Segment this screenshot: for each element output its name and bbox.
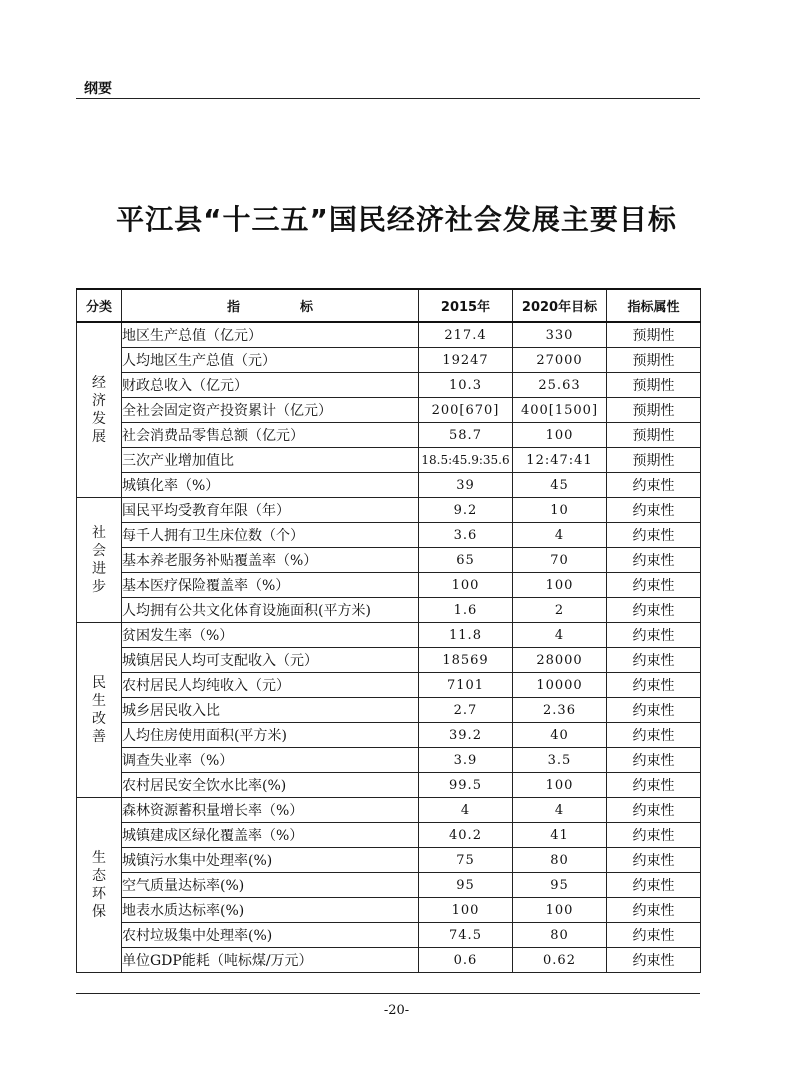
value-2015-cell: 200[670] [419,398,513,423]
indicator-cell: 人均地区生产总值（元） [122,348,419,373]
header-2020-target: 2020年目标 [513,289,607,322]
value-2020-cell: 400[1500] [513,398,607,423]
category-cell [77,623,122,798]
table-row [77,798,701,823]
value-2020-cell: 10 [513,498,607,523]
value-2015-cell: 65 [419,548,513,573]
value-2020-cell: 70 [513,548,607,573]
value-2015-cell: 95 [419,873,513,898]
table-row [77,348,701,373]
value-2020-cell: 2.36 [513,698,607,723]
table-row [77,573,701,598]
value-2015-cell: 11.8 [419,623,513,648]
value-2020-cell: 40 [513,723,607,748]
attribute-cell: 约束性 [607,848,701,873]
value-2015-cell: 18569 [419,648,513,673]
footer-rule [76,993,700,994]
header-indicator-label: 指标 [226,300,373,315]
indicator-cell: 城乡居民收入比 [122,698,419,723]
value-2015-cell: 18.5:45.9:35.6 [419,448,513,473]
document-title: 平江县“十三五”国民经济社会发展主要目标 [116,203,677,236]
value-2020-cell: 27000 [513,348,607,373]
value-2020-cell: 100 [513,423,607,448]
attribute-cell: 约束性 [607,573,701,598]
attribute-cell: 约束性 [607,523,701,548]
indicator-cell: 农村居民安全饮水比率(%) [122,773,419,798]
value-2015-cell: 0.6 [419,948,513,973]
category-label: 经济发展 [92,375,106,445]
attribute-cell: 约束性 [607,723,701,748]
indicator-cell: 调查失业率（%） [122,748,419,773]
value-2015-cell: 1.6 [419,598,513,623]
attribute-cell: 约束性 [607,623,701,648]
value-2020-cell: 12:47:41 [513,448,607,473]
page-number: -20- [383,1003,410,1018]
indicator-cell: 每千人拥有卫生床位数（个） [122,523,419,548]
indicator-cell: 国民平均受教育年限（年） [122,498,419,523]
attribute-cell: 预期性 [607,398,701,423]
category-cell [77,798,122,973]
table-row [77,598,701,623]
table-header [77,289,701,322]
header-2015: 2015年 [419,289,513,322]
table-row [77,948,701,973]
value-2015-cell: 19247 [419,348,513,373]
category-cell [77,498,122,623]
value-2015-cell: 4 [419,798,513,823]
value-2020-cell: 41 [513,823,607,848]
category-label: 民生改善 [92,675,106,745]
table-row [77,873,701,898]
attribute-cell: 约束性 [607,473,701,498]
category-cell [77,322,122,498]
attribute-cell: 约束性 [607,698,701,723]
table-row [77,823,701,848]
category-label: 生态环保 [92,850,106,920]
attribute-cell: 预期性 [607,448,701,473]
value-2020-cell: 10000 [513,673,607,698]
table-row [77,523,701,548]
indicator-cell: 地表水质达标率(%) [122,898,419,923]
value-2020-cell: 80 [513,923,607,948]
value-2015-cell: 100 [419,898,513,923]
value-2015-cell: 39.2 [419,723,513,748]
attribute-cell: 约束性 [607,923,701,948]
table-row [77,322,701,348]
attribute-cell: 约束性 [607,898,701,923]
table-row [77,548,701,573]
indicator-cell: 森林资源蓄积量增长率（%） [122,798,419,823]
indicator-cell: 城镇化率（%） [122,473,419,498]
value-2020-cell: 0.62 [513,948,607,973]
value-2015-cell: 100 [419,573,513,598]
attribute-cell: 预期性 [607,348,701,373]
value-2020-cell: 3.5 [513,748,607,773]
indicator-cell: 城镇居民人均可支配收入（元） [122,648,419,673]
value-2020-cell: 100 [513,898,607,923]
attribute-cell: 约束性 [607,773,701,798]
value-2020-cell: 80 [513,848,607,873]
attribute-cell: 预期性 [607,322,701,348]
header-category: 分类 [77,289,122,322]
indicator-cell: 城镇建成区绿化覆盖率（%） [122,823,419,848]
table-row [77,398,701,423]
value-2015-cell: 99.5 [419,773,513,798]
value-2020-cell: 4 [513,798,607,823]
table-row [77,648,701,673]
table-row [77,773,701,798]
table-row [77,423,701,448]
table-row [77,673,701,698]
value-2020-cell: 4 [513,523,607,548]
value-2015-cell: 2.7 [419,698,513,723]
attribute-cell: 约束性 [607,798,701,823]
value-2020-cell: 100 [513,773,607,798]
table-row [77,723,701,748]
indicator-cell: 农村居民人均纯收入（元） [122,673,419,698]
value-2020-cell: 25.63 [513,373,607,398]
table-row [77,848,701,873]
value-2020-cell: 2 [513,598,607,623]
targets-table [76,288,701,973]
attribute-cell: 约束性 [607,948,701,973]
indicator-cell: 人均住房使用面积(平方米) [122,723,419,748]
value-2015-cell: 9.2 [419,498,513,523]
value-2015-cell: 40.2 [419,823,513,848]
value-2015-cell: 74.5 [419,923,513,948]
table-header-row [77,289,701,322]
attribute-cell: 约束性 [607,823,701,848]
table-row [77,498,701,523]
indicator-cell: 三次产业增加值比 [122,448,419,473]
indicator-cell: 财政总收入（亿元） [122,373,419,398]
table-body [77,322,701,973]
indicator-cell: 基本医疗保险覆盖率（%） [122,573,419,598]
attribute-cell: 约束性 [607,598,701,623]
attribute-cell: 预期性 [607,423,701,448]
value-2015-cell: 58.7 [419,423,513,448]
table-row [77,898,701,923]
indicator-cell: 空气质量达标率(%) [122,873,419,898]
value-2015-cell: 3.6 [419,523,513,548]
value-2015-cell: 217.4 [419,322,513,348]
value-2015-cell: 7101 [419,673,513,698]
indicator-cell: 社会消费品零售总额（亿元） [122,423,419,448]
attribute-cell: 约束性 [607,748,701,773]
attribute-cell: 约束性 [607,548,701,573]
value-2015-cell: 75 [419,848,513,873]
table-row [77,623,701,648]
header-rule [76,98,700,99]
value-2020-cell: 330 [513,322,607,348]
attribute-cell: 预期性 [607,373,701,398]
indicator-cell: 全社会固定资产投资累计（亿元） [122,398,419,423]
attribute-cell: 约束性 [607,648,701,673]
value-2015-cell: 3.9 [419,748,513,773]
indicator-cell: 人均拥有公共文化体育设施面积(平方米) [122,598,419,623]
table-row [77,373,701,398]
category-label: 社会进步 [92,525,106,595]
indicator-cell: 地区生产总值（亿元） [122,322,419,348]
table-row [77,698,701,723]
attribute-cell: 约束性 [607,873,701,898]
attribute-cell: 约束性 [607,498,701,523]
header-attribute: 指标属性 [607,289,701,322]
attribute-cell: 约束性 [607,673,701,698]
value-2020-cell: 4 [513,623,607,648]
indicator-cell: 贫困发生率（%） [122,623,419,648]
running-header-label: 纲要 [84,81,112,97]
indicator-cell: 农村垃圾集中处理率(%) [122,923,419,948]
indicator-cell: 基本养老服务补贴覆盖率（%） [122,548,419,573]
value-2015-cell: 10.3 [419,373,513,398]
value-2015-cell: 39 [419,473,513,498]
table-row [77,923,701,948]
value-2020-cell: 95 [513,873,607,898]
value-2020-cell: 45 [513,473,607,498]
header-indicator [122,289,419,322]
table-row [77,748,701,773]
table-row [77,448,701,473]
indicator-cell: 城镇污水集中处理率(%) [122,848,419,873]
value-2020-cell: 100 [513,573,607,598]
indicator-cell: 单位GDP能耗（吨标煤/万元） [122,948,419,973]
value-2020-cell: 28000 [513,648,607,673]
table-row [77,473,701,498]
